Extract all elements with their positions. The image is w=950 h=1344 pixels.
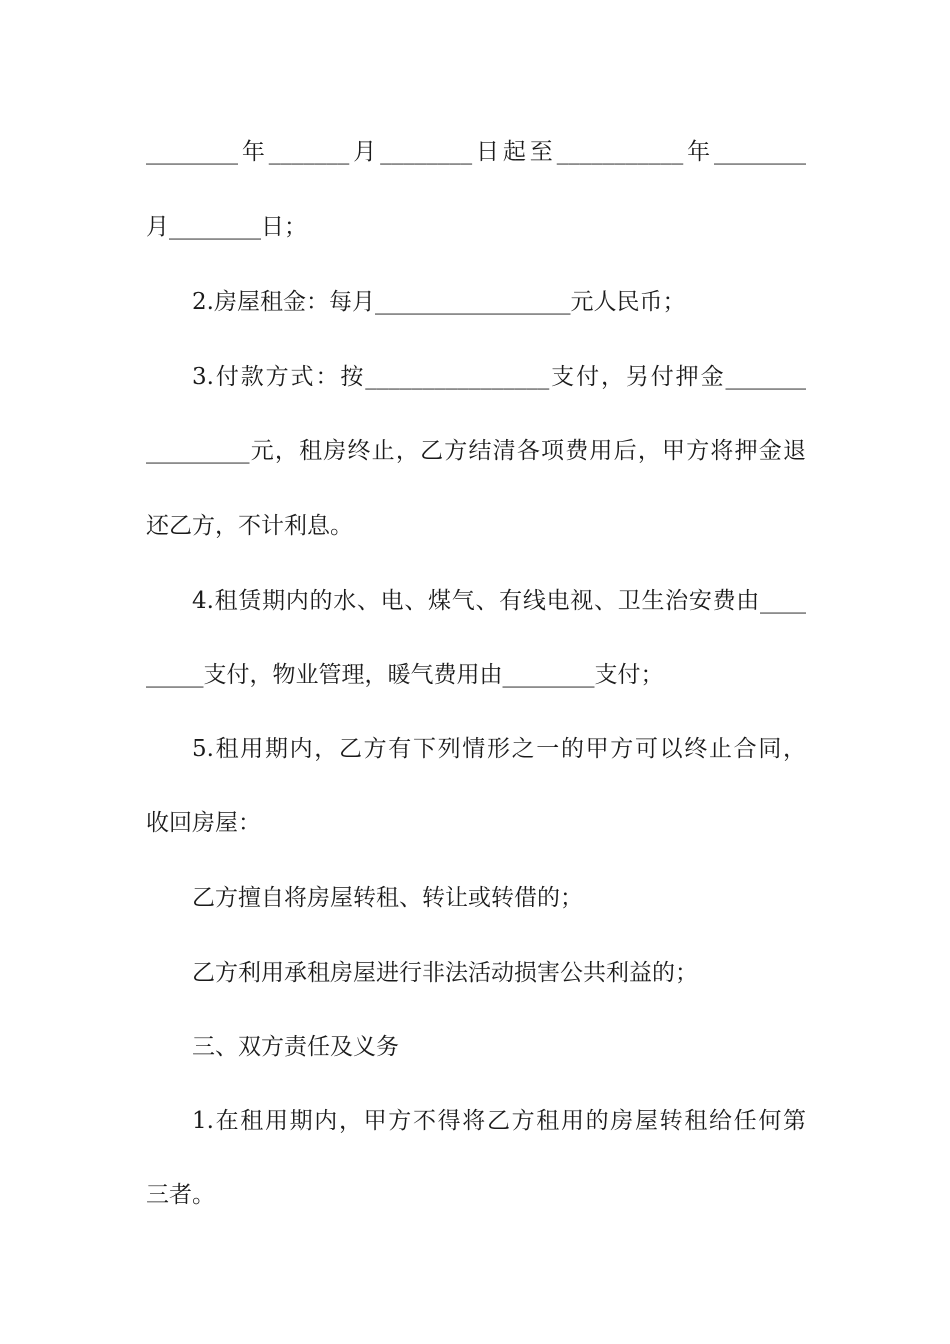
responsibility-clause-line-2: 三者。 <box>146 1182 215 1208</box>
payment-clause-line-1: 3.付款方式：按________________支付，另付押金_______ <box>192 364 806 390</box>
payment-clause-line-3: 还乙方，不计利息。 <box>146 513 353 539</box>
termination-condition-1: 乙方擅自将房屋转租、转让或转借的； <box>192 885 583 911</box>
termination-clause-line-2: 收回房屋： <box>146 810 261 836</box>
utilities-clause-line-1: 4.租赁期内的水、电、煤气、有线电视、卫生治安费由____ <box>192 588 806 614</box>
section-heading-responsibilities: 三、双方责任及义务 <box>192 1034 399 1060</box>
lease-period-line-1: ________年_______月________日起至___________年________ <box>146 139 806 165</box>
responsibility-clause-line-1: 1.在租用期内，甲方不得将乙方租用的房屋转租给任何第 <box>192 1108 806 1134</box>
termination-condition-2: 乙方利用承租房屋进行非法活动损害公共利益的； <box>192 960 698 986</box>
termination-clause-line-1: 5.租用期内，乙方有下列情形之一的甲方可以终止合同， <box>192 736 806 762</box>
payment-clause-line-2: _________元，租房终止，乙方结清各项费用后，甲方将押金退 <box>146 438 806 464</box>
rent-clause: 2.房屋租金：每月_________________元人民币； <box>192 289 686 315</box>
utilities-clause-line-2: _____支付，物业管理，暖气费用由________支付； <box>146 662 664 688</box>
lease-period-line-2: 月________日； <box>146 214 307 240</box>
